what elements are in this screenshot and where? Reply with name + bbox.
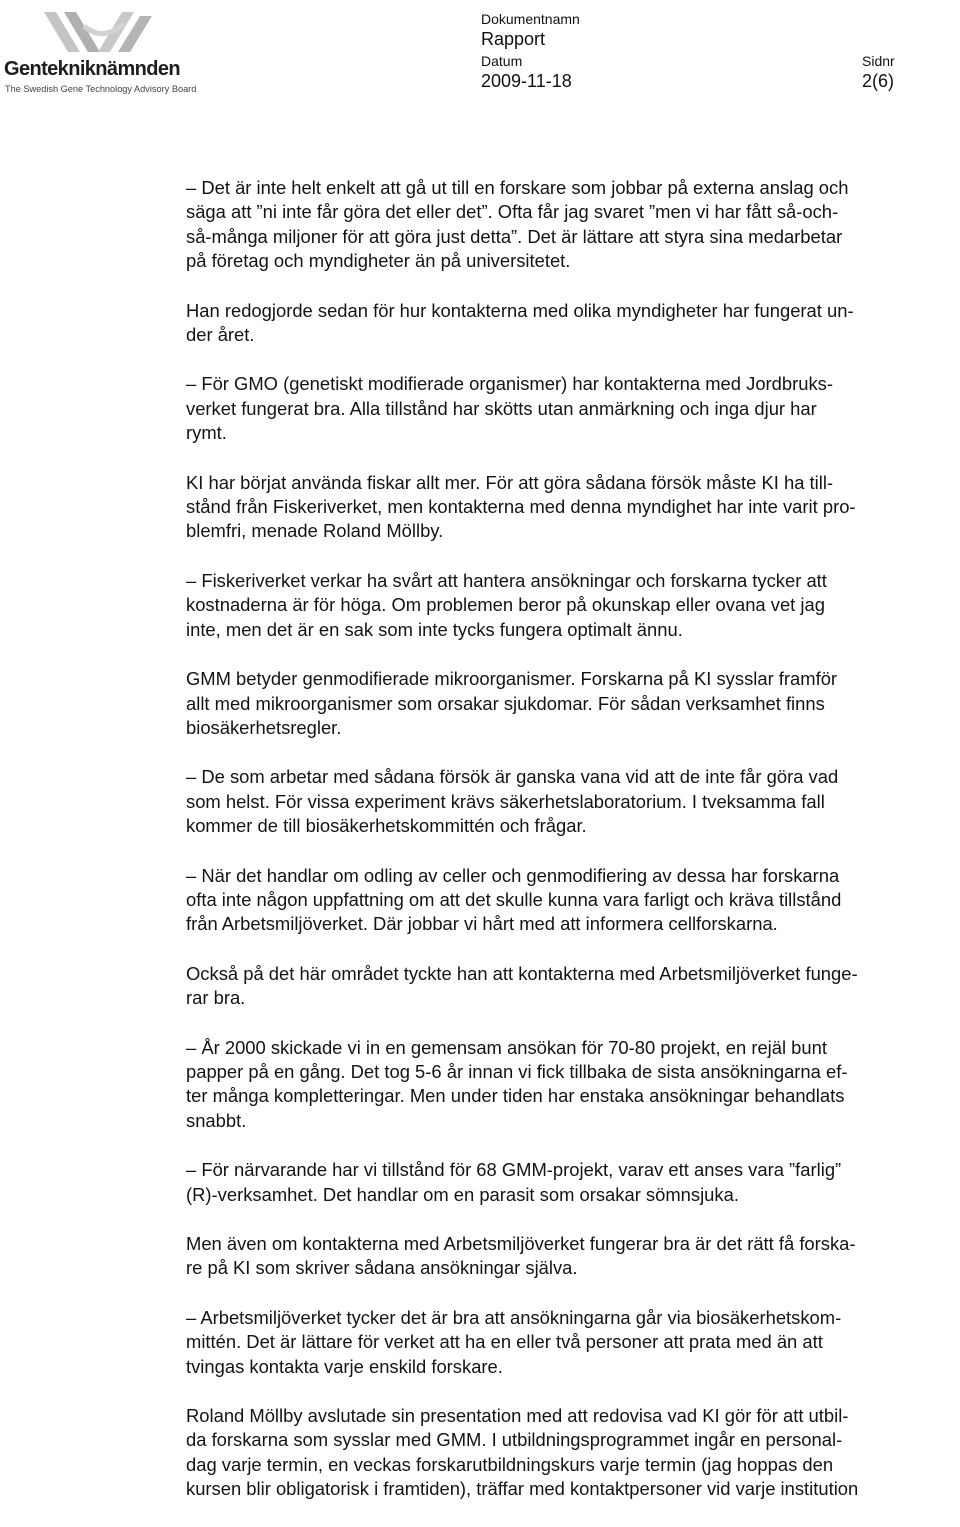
date-label: Datum — [481, 53, 523, 69]
body-paragraph — [186, 1404, 956, 1502]
body-paragraph — [186, 864, 956, 937]
body-paragraph — [186, 1232, 956, 1281]
page-number-value: 2(6) — [862, 71, 895, 91]
body-paragraph — [186, 1158, 956, 1207]
paragraph-line: – När det handlar om odling av celler och genmodifiering av dessa har forskarna — [186, 864, 840, 886]
body-paragraph — [186, 569, 956, 642]
paragraph-line: Men även om kontakterna med Arbetsmiljöverket fungerar bra är det rätt få forska- — [186, 1233, 856, 1254]
body-paragraph — [186, 299, 956, 348]
body-paragraph — [186, 765, 956, 838]
paragraph-line: rar bra. — [186, 987, 246, 1009]
paragraph-line: papper på en gång. Det tog 5-6 år innan vi fick tillbaka de sista ansökningarna ef- — [186, 1060, 848, 1082]
paragraph-line: Också på det här området tyckte han att kontakterna med Arbetsmiljöverket funge- — [186, 962, 858, 984]
logo-subtitle: The Swedish Gene Technology Advisory Board — [5, 84, 197, 94]
logo-wordmark: Gentekniknämnden — [4, 58, 180, 80]
paragraph-line: kostnaderna är för höga. Om problemen beror på okunskap eller ovana vet jag — [186, 594, 825, 616]
document-name-label: Dokumentnamn — [481, 11, 580, 27]
paragraph-line: snabbt. — [186, 1109, 247, 1131]
paragraph-line: KI har börjat använda fiskar allt mer. För att göra sådana försök måste KI ha till- — [186, 471, 834, 493]
paragraph-line: – För GMO (genetiskt modifierade organismer) har kontakterna med Jordbruks- — [186, 373, 833, 395]
paragraph-line: kursen blir obligatorisk i framtiden), träffar med kontaktpersoner vid varje institution — [186, 1478, 859, 1500]
paragraph-line: kommer de till biosäkerhetskommittén och frågar. — [186, 815, 587, 837]
paragraph-line: blemfri, menade Roland Möllby. — [186, 520, 444, 542]
body-paragraph — [186, 372, 956, 445]
paragraph-line: – År 2000 skickade vi in en gemensam ansökan för 70-80 projekt, en rejäl bunt — [186, 1036, 827, 1058]
paragraph-line: da forskarna som sysslar med GMM. I utbildningsprogrammet ingår en personal- — [186, 1429, 843, 1451]
paragraph-line: dag varje termin, en veckas forskarutbildningskurs varje termin (jag hoppas den — [186, 1453, 834, 1475]
paragraph-line: tvingas kontakta varje enskild forskare. — [186, 1355, 503, 1377]
paragraph-line: så-många miljoner för att göra just detta”. Det är lättare att styra sina medarbetar — [186, 225, 843, 247]
document-name-value: Rapport — [481, 29, 546, 49]
body-paragraph — [186, 471, 956, 544]
body-paragraph — [186, 176, 956, 274]
body-paragraph — [186, 962, 956, 1011]
paragraph-line: allt med mikroorganismer som orsakar sjukdomar. För sådan verksamhet finns — [186, 692, 825, 714]
paragraph-line: säga att ”ni inte får göra det eller det”. Ofta får jag svaret ”men vi har fått så-och- — [186, 201, 839, 223]
paragraph-line: – Arbetsmiljöverket tycker det är bra att ansökningarna går via biosäkerhetskom- — [186, 1306, 842, 1328]
paragraph-line: inte, men det är en sak som inte tycks fungera optimalt ännu. — [186, 618, 683, 640]
paragraph-line: – För närvarande har vi tillstånd för 68 GMM-projekt, varav ett anses vara ”farlig” — [186, 1159, 842, 1181]
paragraph-line: (R)-verksamhet. Det handlar om en parasit som orsakar sömnsjuka. — [186, 1183, 739, 1205]
paragraph-line: GMM betyder genmodifierade mikroorganismer. Forskarna på KI sysslar framför — [186, 668, 838, 690]
paragraph-line: der året. — [186, 324, 255, 346]
paragraph-line: Roland Möllby avslutade sin presentation med att redovisa vad KI gör för att utbil- — [186, 1405, 849, 1427]
paragraph-line: ofta inte någon uppfattning om att det skulle kunna vara farligt och kräva tillstånd — [186, 888, 842, 910]
document-body — [186, 176, 956, 1527]
paragraph-line: re på KI som skriver sådana ansökningar själva. — [186, 1257, 578, 1279]
body-paragraph — [186, 1306, 956, 1379]
date-value: 2009-11-18 — [481, 71, 572, 91]
gene-helix-logo-icon — [40, 6, 160, 58]
paragraph-line: biosäkerhetsregler. — [186, 716, 342, 738]
paragraph-line: mittén. Det är lättare för verket att ha en eller två personer att prata med än att — [186, 1331, 823, 1353]
paragraph-line: verket fungerat bra. Alla tillstånd har skötts utan anmärkning och inga djur har — [186, 397, 817, 419]
body-paragraph — [186, 667, 956, 740]
paragraph-line: – Fiskeriverket verkar ha svårt att hantera ansökningar och forskarna tycker att — [186, 569, 827, 591]
paragraph-line: från Arbetsmiljöverket. Där jobbar vi hårt med att informera cellforskarna. — [186, 913, 778, 935]
paragraph-line: ter många kompletteringar. Men under tiden har enstaka ansökningar behandlats — [186, 1085, 845, 1107]
paragraph-line: som helst. För vissa experiment krävs säkerhetslaboratorium. I tveksamma fall — [186, 790, 825, 812]
organization-logo — [4, 6, 197, 94]
paragraph-line: rymt. — [186, 422, 227, 444]
paragraph-line: Han redogjorde sedan för hur kontakterna med olika myndigheter har fungerat un- — [186, 299, 854, 321]
paragraph-line: – Det är inte helt enkelt att gå ut till en forskare som jobbar på externa anslag och — [186, 177, 849, 198]
page-number-label: Sidnr — [862, 53, 895, 69]
body-paragraph — [186, 1036, 956, 1134]
paragraph-line: – De som arbetar med sådana försök är ganska vana vid att de inte får göra vad — [186, 766, 839, 788]
paragraph-line: stånd från Fiskeriverket, men kontakterna med denna myndighet har inte varit pro- — [186, 496, 856, 518]
paragraph-line: på företag och myndigheter än på universitetet. — [186, 250, 571, 272]
